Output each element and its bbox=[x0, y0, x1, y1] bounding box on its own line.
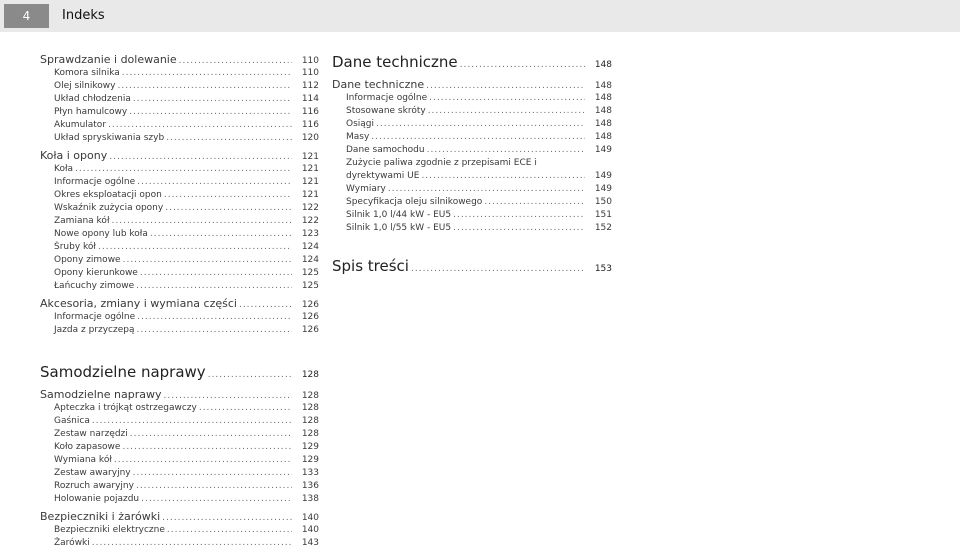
leader-dots bbox=[376, 118, 585, 131]
toc-entry[interactable] bbox=[40, 202, 319, 215]
entry-page: 128 bbox=[301, 391, 319, 401]
entry-label: Płyn hamulcowy bbox=[54, 107, 128, 117]
entry-label-line2: dyrektywami UE bbox=[346, 171, 420, 181]
leader-dots bbox=[123, 254, 292, 267]
entry-label: Sprawdzanie i dolewanie bbox=[40, 53, 177, 66]
entry-page: 110 bbox=[301, 56, 319, 66]
entry-page: 126 bbox=[301, 300, 319, 310]
toc-chapter[interactable] bbox=[40, 361, 319, 383]
entry-label: Układ chłodzenia bbox=[54, 94, 131, 104]
leader-dots bbox=[371, 131, 585, 144]
toc-entry[interactable] bbox=[332, 170, 612, 183]
entry-page: 150 bbox=[594, 197, 612, 207]
toc-entry[interactable] bbox=[40, 537, 319, 550]
toc-entry[interactable] bbox=[40, 132, 319, 145]
leader-dots bbox=[75, 163, 292, 176]
toc-entry[interactable] bbox=[40, 524, 319, 537]
leader-dots bbox=[164, 189, 292, 202]
entry-label: Jazda z przyczepą bbox=[54, 325, 135, 335]
toc-chapter[interactable] bbox=[332, 51, 612, 73]
spacer bbox=[332, 235, 612, 255]
chapter-label: Dane techniczne bbox=[332, 53, 458, 71]
entry-label: Informacje ogólne bbox=[54, 312, 136, 322]
toc-entry[interactable] bbox=[40, 106, 319, 119]
toc-entry[interactable] bbox=[40, 428, 319, 441]
leader-dots bbox=[162, 511, 292, 524]
entry-page: 128 bbox=[301, 416, 319, 426]
entry-page: 143 bbox=[301, 538, 319, 548]
entry-page: 126 bbox=[301, 312, 319, 322]
entry-label-line1: Zużycie paliwa zgodnie z przepisami ECE i bbox=[346, 158, 537, 168]
toc-entry[interactable] bbox=[332, 183, 612, 196]
toc-entry[interactable] bbox=[40, 441, 319, 454]
entry-label: Masy bbox=[346, 132, 370, 142]
leader-dots bbox=[117, 80, 292, 93]
entry-label: Żarówki bbox=[54, 538, 90, 548]
entry-page: 121 bbox=[301, 164, 319, 174]
toc-entry[interactable] bbox=[40, 241, 319, 254]
toc-entry[interactable] bbox=[40, 93, 319, 106]
leader-dots bbox=[427, 144, 585, 157]
chapter-page: 128 bbox=[301, 370, 319, 380]
entry-page: 148 bbox=[594, 93, 612, 103]
toc-chapter[interactable] bbox=[332, 255, 612, 277]
leader-dots bbox=[137, 176, 292, 189]
leader-dots bbox=[112, 215, 293, 228]
leader-dots bbox=[133, 467, 292, 480]
entry-page: 148 bbox=[594, 106, 612, 116]
entry-label: Holowanie pojazdu bbox=[54, 494, 140, 504]
entry-label: Wymiana kół bbox=[54, 455, 112, 465]
leader-dots bbox=[122, 441, 292, 454]
entry-label: Akumulator bbox=[54, 120, 107, 130]
entry-page: 136 bbox=[301, 481, 319, 491]
leader-dots bbox=[388, 183, 585, 196]
entry-label: Śruby kół bbox=[54, 242, 96, 252]
toc-entry[interactable] bbox=[40, 402, 319, 415]
leader-dots bbox=[421, 170, 585, 183]
toc-entry[interactable] bbox=[40, 254, 319, 267]
entry-page: 120 bbox=[301, 133, 319, 143]
entry-page: 128 bbox=[301, 403, 319, 413]
toc-entry[interactable] bbox=[40, 280, 319, 293]
entry-label: Silnik 1,0 l/44 kW - EU5 bbox=[346, 210, 452, 220]
entry-label: Zamiana kół bbox=[54, 216, 110, 226]
leader-dots bbox=[164, 389, 292, 402]
leader-dots bbox=[140, 267, 292, 280]
entry-label: Dane samochodu bbox=[346, 145, 425, 155]
leader-dots bbox=[167, 524, 292, 537]
entry-page: 121 bbox=[301, 190, 319, 200]
toc-entry[interactable] bbox=[40, 297, 319, 311]
entry-page: 148 bbox=[594, 132, 612, 142]
leader-dots bbox=[165, 202, 292, 215]
entry-label: Wskaźnik zużycia opony bbox=[54, 203, 164, 213]
leader-dots bbox=[133, 93, 292, 106]
entry-label: Okres eksploatacji opon bbox=[54, 190, 162, 200]
entry-label: Opony zimowe bbox=[54, 255, 121, 265]
toc-entry[interactable] bbox=[40, 324, 319, 337]
leader-dots bbox=[109, 150, 292, 163]
leader-dots bbox=[179, 54, 292, 67]
entry-label: Silnik 1,0 l/55 kW - EU5 bbox=[346, 223, 452, 233]
entry-label: Olej silnikowy bbox=[54, 81, 116, 91]
entry-page: 152 bbox=[594, 223, 612, 233]
entry-label: Bezpieczniki i żarówki bbox=[40, 510, 161, 523]
toc-column-1 bbox=[40, 53, 319, 337]
entry-label: Akcesoria, zmiany i wymiana części bbox=[40, 297, 237, 310]
toc-entry[interactable] bbox=[40, 149, 319, 163]
toc-entry-wrapped[interactable] bbox=[332, 157, 612, 170]
entry-page: 138 bbox=[301, 494, 319, 504]
entry-label: Koło zapasowe bbox=[54, 442, 121, 452]
toc-entry[interactable] bbox=[332, 118, 612, 131]
entry-page: 112 bbox=[301, 81, 319, 91]
toc-entry[interactable] bbox=[40, 80, 319, 93]
page-number: 4 bbox=[4, 4, 49, 28]
entry-label: Bezpieczniki elektryczne bbox=[54, 525, 165, 535]
entry-label: Zestaw awaryjny bbox=[54, 468, 131, 478]
leader-dots bbox=[108, 119, 292, 132]
toc-entry[interactable] bbox=[40, 510, 319, 524]
leader-dots bbox=[428, 105, 585, 118]
leader-dots bbox=[136, 280, 292, 293]
entry-page: 151 bbox=[594, 210, 612, 220]
toc-column-3 bbox=[332, 51, 612, 277]
entry-label: Opony kierunkowe bbox=[54, 268, 138, 278]
chapter-page: 153 bbox=[594, 264, 612, 274]
entry-label: Specyfikacja oleju silnikowego bbox=[346, 197, 483, 207]
toc-entry[interactable] bbox=[332, 222, 612, 235]
chapter-label: Samodzielne naprawy bbox=[40, 363, 206, 381]
toc-column-2 bbox=[40, 361, 319, 550]
toc-entry[interactable] bbox=[40, 415, 319, 428]
entry-label: Rozruch awaryjny bbox=[54, 481, 134, 491]
leader-dots bbox=[429, 92, 585, 105]
entry-page: 122 bbox=[301, 203, 319, 213]
entry-page: 116 bbox=[301, 107, 319, 117]
leader-dots bbox=[130, 428, 292, 441]
toc-entry[interactable] bbox=[40, 480, 319, 493]
leader-dots bbox=[129, 106, 292, 119]
toc-entry[interactable] bbox=[332, 131, 612, 144]
leader-dots bbox=[150, 228, 292, 241]
entry-label: Samodzielne naprawy bbox=[40, 388, 162, 401]
leader-dots bbox=[122, 67, 292, 80]
entry-page: 125 bbox=[301, 268, 319, 278]
leader-dots bbox=[136, 480, 292, 493]
toc-entry[interactable] bbox=[40, 215, 319, 228]
entry-page: 125 bbox=[301, 281, 319, 291]
entry-page: 126 bbox=[301, 325, 319, 335]
entry-page: 110 bbox=[301, 68, 319, 78]
leader-dots bbox=[208, 364, 292, 383]
entry-page: 122 bbox=[301, 216, 319, 226]
entry-label: Informacje ogólne bbox=[346, 93, 428, 103]
entry-page: 128 bbox=[301, 429, 319, 439]
entry-label: Stosowane skróty bbox=[346, 106, 426, 116]
entry-page: 121 bbox=[301, 177, 319, 187]
leader-dots bbox=[92, 537, 292, 550]
toc-entry[interactable] bbox=[40, 267, 319, 280]
entry-label: Apteczka i trójkąt ostrzegawczy bbox=[54, 403, 197, 413]
toc-entry[interactable] bbox=[40, 176, 319, 189]
section-title: Indeks bbox=[62, 8, 105, 23]
entry-page: 148 bbox=[594, 119, 612, 129]
toc-entry[interactable] bbox=[332, 209, 612, 222]
leader-dots bbox=[166, 132, 292, 145]
leader-dots bbox=[137, 311, 292, 324]
leader-dots bbox=[98, 241, 292, 254]
entry-page: 116 bbox=[301, 120, 319, 130]
toc-entry[interactable] bbox=[40, 388, 319, 402]
entry-page: 140 bbox=[301, 513, 319, 523]
entry-label: Koła bbox=[54, 164, 74, 174]
entry-label: Dane techniczne bbox=[332, 78, 425, 91]
leader-dots bbox=[411, 258, 585, 277]
chapter-label: Spis treści bbox=[332, 257, 409, 275]
toc-entry[interactable] bbox=[40, 228, 319, 241]
entry-page: 140 bbox=[301, 525, 319, 535]
entry-page: 124 bbox=[301, 255, 319, 265]
entry-label: Łańcuchy zimowe bbox=[54, 281, 135, 291]
page-header bbox=[0, 0, 960, 32]
entry-page: 124 bbox=[301, 242, 319, 252]
entry-label: Układ spryskiwania szyb bbox=[54, 133, 165, 143]
entry-label: Komora silnika bbox=[54, 68, 120, 78]
leader-dots bbox=[426, 79, 585, 92]
toc-entry[interactable] bbox=[40, 454, 319, 467]
leader-dots bbox=[460, 54, 585, 73]
entry-page: 149 bbox=[594, 171, 612, 181]
leader-dots bbox=[199, 402, 292, 415]
toc-entry[interactable] bbox=[40, 53, 319, 67]
entry-page: 129 bbox=[301, 442, 319, 452]
leader-dots bbox=[92, 415, 292, 428]
toc-entry[interactable] bbox=[332, 78, 612, 92]
entry-label: Koła i opony bbox=[40, 149, 108, 162]
entry-page: 149 bbox=[594, 145, 612, 155]
entry-page: 148 bbox=[594, 81, 612, 91]
entry-page: 121 bbox=[301, 152, 319, 162]
leader-dots bbox=[239, 298, 292, 311]
entry-label: Nowe opony lub koła bbox=[54, 229, 148, 239]
toc-entry[interactable] bbox=[332, 105, 612, 118]
entry-label: Informacje ogólne bbox=[54, 177, 136, 187]
leader-dots bbox=[484, 196, 585, 209]
toc-entry[interactable] bbox=[40, 467, 319, 480]
entry-page: 129 bbox=[301, 455, 319, 465]
toc-entry[interactable] bbox=[40, 311, 319, 324]
toc-entry[interactable] bbox=[40, 67, 319, 80]
toc-entry[interactable] bbox=[332, 92, 612, 105]
entry-label: Wymiary bbox=[346, 184, 386, 194]
leader-dots bbox=[136, 324, 292, 337]
toc-entry[interactable] bbox=[332, 144, 612, 157]
entry-page: 133 bbox=[301, 468, 319, 478]
entry-page: 123 bbox=[301, 229, 319, 239]
toc-entry[interactable] bbox=[40, 119, 319, 132]
toc-entry[interactable] bbox=[40, 493, 319, 506]
chapter-page: 148 bbox=[594, 60, 612, 70]
leader-dots bbox=[453, 209, 585, 222]
entry-label: Zestaw narzędzi bbox=[54, 429, 128, 439]
entry-label: Gaśnica bbox=[54, 416, 90, 426]
leader-dots bbox=[453, 222, 585, 235]
leader-dots bbox=[114, 454, 292, 467]
toc-entry[interactable] bbox=[332, 196, 612, 209]
leader-dots bbox=[141, 493, 292, 506]
entry-page: 114 bbox=[301, 94, 319, 104]
entry-label: Osiągi bbox=[346, 119, 375, 129]
toc-entry[interactable] bbox=[40, 189, 319, 202]
entry-page: 149 bbox=[594, 184, 612, 194]
toc-entry[interactable] bbox=[40, 163, 319, 176]
